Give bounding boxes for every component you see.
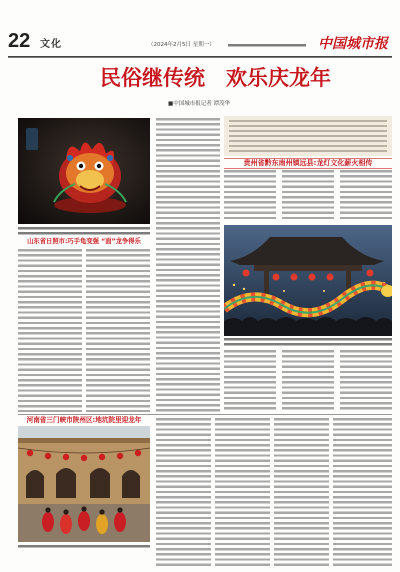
dragon-lantern-image [224, 225, 392, 336]
guizhou-photo [224, 225, 392, 336]
henan-body-column-2 [215, 418, 270, 568]
shandong-photo-caption [18, 227, 150, 235]
guizhou-body-column-5 [282, 350, 334, 412]
blue-ornament [26, 128, 38, 150]
henan-body-column-3 [274, 418, 329, 568]
editor-credits [228, 44, 306, 47]
wall-edge [18, 438, 150, 443]
guizhou-body-column-6 [340, 350, 392, 412]
henan-photo [18, 426, 150, 542]
section-divider [18, 414, 392, 415]
newspaper-logo: 中国城市报 [318, 36, 388, 52]
shandong-heading: 山东省日照市:巧手龟变强 “面”龙争得乐 [27, 238, 141, 245]
guizhou-body-column-1 [224, 170, 276, 222]
header-rule [8, 56, 392, 58]
guizhou-body-column-3 [340, 170, 392, 222]
guizhou-heading: 贵州省黔东南州镇远县:龙灯文化薪火相传 [224, 158, 392, 169]
sunken-courtyard-image [18, 426, 150, 542]
shandong-body-column-2 [86, 249, 150, 412]
sky-strip [18, 426, 150, 438]
guizhou-photo-caption [224, 338, 392, 346]
page-headline: 民俗继传统 欢乐庆龙年 [100, 65, 331, 90]
section-name: 文化 [40, 39, 62, 50]
henan-body-column-1 [156, 418, 211, 568]
middle-body-column [156, 118, 220, 412]
byline: ■中国城市报记者 谭茂华 [168, 101, 230, 107]
henan-heading: 河南省三门峡市陕州区:地坑院里迎龙年 [26, 416, 142, 424]
henan-body-column-4 [333, 418, 392, 568]
guizhou-body-column-2 [282, 170, 334, 222]
page-number: 22 [8, 30, 31, 52]
dough-dragon-image [18, 118, 150, 224]
issue-date: （2024年2月5日 星期一） [148, 42, 215, 48]
guizhou-body-column-4 [224, 350, 276, 412]
intro-box [224, 116, 392, 156]
intro-text [229, 120, 387, 152]
shandong-body-column-1 [18, 249, 82, 412]
crowd-silhouettes [224, 317, 392, 336]
henan-photo-caption [18, 545, 150, 550]
shandong-photo [18, 118, 150, 224]
